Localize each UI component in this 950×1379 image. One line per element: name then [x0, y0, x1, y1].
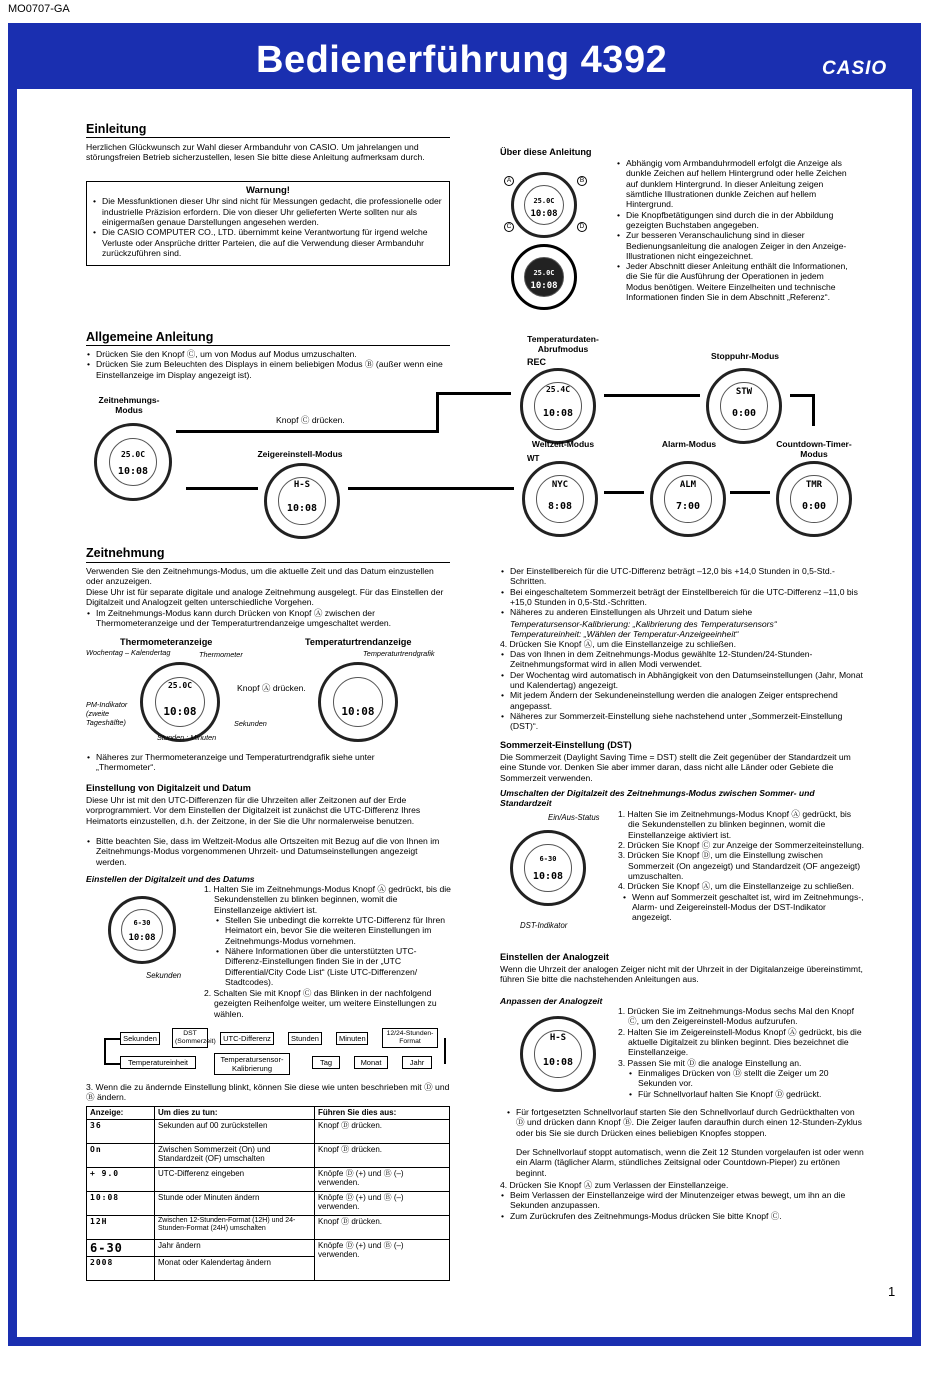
press-a-label: Knopf Ⓐ drücken.: [237, 683, 306, 693]
about-item: • Zur besseren Veranschaulichung sind in dieser Bedienungsanleitung die analogen Zeiger in den Anzeige-Illustrationen nicht eingezeichnet.: [616, 230, 848, 261]
set-sub-item: • Nähere Informationen über die unterstützten UTC-Differenz-Einstellungen finden Sie in der „UTC Differential/City Code List“ (Liste UTC-Differenzen/ Stadtcodes).: [215, 946, 451, 987]
set-step1: 1. Halten Sie im Zeitnehmungs-Modus Knopf Ⓐ gedrückt, bis die Sekundenstellen zu blinken beginnen, womit die Einstellanzeige aktiviert ist.: [204, 884, 451, 915]
watch-illustration-light: 25.0C 10:08: [511, 172, 577, 238]
dst-step: 2. Drücken Sie Knopf Ⓒ zur Anzeige der Sommerzeiteinstellung.: [618, 839, 864, 850]
button-d-icon: D: [577, 222, 587, 232]
analog-subheading: Anpassen der Analogzeit: [500, 996, 603, 1006]
table-cell-display: 10:08: [87, 1191, 155, 1215]
digital-heading: Einstellung von Digitalzeit und Datum: [86, 783, 251, 793]
mode-label-handsetting: Zeigereinstell-Modus: [257, 449, 343, 459]
flow-box: UTC-Differenz: [220, 1032, 274, 1045]
mode-label-temp-recall: Temperaturdaten-Abrufmodus: [527, 334, 599, 355]
watch-trend-display: 10:08: [318, 662, 398, 742]
table-cell: Monat oder Kalendertag ändern: [155, 1256, 315, 1280]
flow-connector: [444, 1038, 446, 1064]
flow-box: DST (Sommerzeit): [172, 1028, 208, 1048]
set-seconds-callout: Sekunden: [146, 971, 182, 980]
dst-text: Die Sommerzeit (Daylight Saving Time = DST) stellt die Zeit gegenüber der Standardzeit um eine Stunde vor. Denken Sie aber immer daran, dass nicht alle Länder oder Gebiete die Sommerzeit verwenden.: [500, 752, 851, 783]
table-header: Um dies zu tun:: [155, 1107, 315, 1120]
flow-arrow: [186, 487, 258, 490]
flow-box: Sekunden: [120, 1032, 160, 1045]
flow-connector: [104, 1063, 120, 1065]
timekeeping-intro: Verwenden Sie den Zeitnehmungs-Modus, um die aktuelle Zeit und das Datum einzustellen oder anzuzeigen.: [86, 566, 434, 587]
table-cell: Sekunden auf 00 zurückstellen: [155, 1119, 315, 1143]
set-heading: Einstellen der Digitalzeit und des Datums: [86, 874, 255, 884]
about-item: • Abhängig vom Armbanduhrmodell erfolgt die Anzeige als dunkle Zeichen auf hellem Hintergrund oder helle Zeichen auf dunklem Hintergrund. In dieser Anleitung zeigen sämtliche Illustrationen dunkle Zeichen auf hellem Hintergrund.: [616, 158, 848, 210]
document-code: MO0707-GA: [8, 3, 70, 15]
table-row: [87, 1239, 450, 1256]
thermo-display-label: Thermometeranzeige: [120, 637, 213, 647]
timekeeping-heading: Zeitnehmung: [86, 546, 165, 560]
dst-subheading: Umschalten der Digitalzeit des Zeitnehmungs-Modus zwischen Sommer- und Standardzeit: [500, 788, 815, 809]
press-c-label: Knopf Ⓒ drücken.: [276, 415, 345, 425]
general-list: [86, 349, 450, 380]
analog-sub-bullet: • Für Schnellvorlauf halten Sie Knopf Ⓓ gedrückt.: [628, 1089, 864, 1099]
fast-bullet: • Für fortgesetzten Schnellvorlauf starten Sie den Schnellvorlauf durch Gedrückthalten von Ⓓ und drücken dann Knopf Ⓑ. Die Zeiger laufen daraufhin durch einen 12-Stunden-Zyklus oder bis Sie sie durch Drücken eines beliebigen Knopfes stoppen.: [506, 1107, 864, 1138]
mode-label-worldtime: Weltzeit-Modus: [531, 439, 595, 449]
table-cell: Zwischen Sommerzeit (On) und Standardzeit (OF) umschalten: [155, 1143, 315, 1167]
mode-label-countdown: Countdown-Timer-Modus: [776, 439, 852, 460]
table-cell: Knöpfe Ⓓ (+) und Ⓑ (–) verwenden.: [315, 1191, 450, 1215]
page-number: 1: [888, 1284, 896, 1299]
general-heading: Allgemeine Anleitung: [86, 330, 214, 344]
flow-box: Minuten: [336, 1032, 368, 1045]
button-a-icon: A: [504, 176, 514, 186]
flow-box: 12/24-Stunden-Format: [382, 1028, 438, 1048]
watch-worldtime: NYC 8:08: [522, 461, 598, 537]
mode-label-timekeeping: Zeitnehmungs-Modus: [98, 395, 160, 416]
fast-text: Der Schnellvorlauf stoppt automatisch, wenn die Zeit 12 Stunden vorgelaufen ist oder wenn ein Alarm (täglicher Alarm, stündliches Zeitsignal oder Countdown-Pieper) zu ertönen beginnt.: [516, 1147, 864, 1178]
about-item: • Jeder Abschnitt dieser Anleitung enthält die Informationen, die Sie für die Ausführung der Operationen in jedem Modus benötigen. Weitere Einzelheiten und technische Informationen finden Sie in dem Abschnitt „Referenz“.: [616, 261, 848, 302]
flow-arrow: [176, 430, 438, 433]
intro-rule: [86, 137, 450, 138]
watch-temp-recall: 25.4C 10:08: [520, 368, 596, 444]
dst-step: 1. Halten Sie im Zeitnehmungs-Modus Knopf Ⓐ gedrückt, bis die Sekundenstellen zu blinken beginnen, womit die Einstellanzeige aktiviert ist.: [618, 809, 852, 840]
timekeeping-bullet: [86, 608, 450, 629]
final-bullets: [500, 1190, 864, 1221]
watch-dst: 6-30 10:08: [510, 830, 586, 906]
hours-minutes-callout: Stunden : Minuten: [157, 733, 217, 742]
after-step4-bullets: [500, 649, 864, 732]
watch-set-digital: 6-30 10:08: [108, 896, 176, 964]
watch-timekeeping: 25.0C 10:08: [94, 423, 172, 501]
timekeeping-rule: [86, 562, 450, 563]
button-b-icon: B: [577, 176, 587, 186]
flow-arrow: [436, 392, 439, 433]
timekeeping-note-item: • Näheres zur Thermometeranzeige und Temperaturtrendgrafik siehe unter „Thermometer“.: [86, 752, 416, 773]
watch-illustration-dark: 25.0C 10:08: [511, 244, 577, 310]
watch-handsetting: H-S 10:08: [264, 463, 340, 539]
step4b: 4. Drücken Sie Knopf Ⓐ zum Verlassen der Einstellanzeige.: [500, 1180, 729, 1190]
set-step2: 2. Schalten Sie mit Knopf Ⓒ das Blinken in der nachfolgend gezeigten Reihenfolge weiter, um weitere Einstellungen zu wählen.: [204, 988, 437, 1019]
intro-text: Herzlichen Glückwunsch zur Wahl dieser Armbanduhr von CASIO. Um jahrelangen und störungsfreien Betrieb sicherzustellen, lesen Sie bitte diese Anleitung aufmerksam durch.: [86, 142, 425, 163]
step3: 3. Wenn die zu ändernde Einstellung blinkt, können Sie diese wie unten beschrieben mit Ⓓ und Ⓑ ändern.: [86, 1082, 450, 1103]
utc-bullet: • Näheres zu anderen Einstellungen als Uhrzeit und Datum siehe: [500, 607, 864, 617]
timekeeping-bullet-item: • Im Zeitnehmungs-Modus kann durch Drücken von Knopf Ⓐ zwischen der Thermometeranzeige und der Temperaturtrendanzeige umgeschaltet werden.: [86, 608, 450, 629]
table-header: Führen Sie dies aus:: [315, 1107, 450, 1120]
flow-arrow: [604, 394, 700, 397]
rec-label: REC: [527, 357, 547, 367]
flow-box: Temperatureinheit: [120, 1056, 196, 1069]
watch-thermometer-display: 25.0C 10:08: [140, 662, 220, 742]
weekday-callout: Wochentag – Kalendertag: [86, 648, 171, 657]
trend-display-label: Temperaturtrendanzeige: [305, 637, 412, 647]
info-bullet: • Das von Ihnen in dem Zeitnehmungs-Modus gewählte 12-Stunden/24-Stunden-Zeitnehmungsformat wird in allen Modi verwendet.: [500, 649, 864, 670]
set-sub-item: • Stellen Sie unbedingt die korrekte UTC-Differenz für Ihren Heimatort ein, bevor Sie die weiteren Einstellungen im Zeitnehmungs-Modus vornehmen.: [215, 915, 451, 946]
watch-analog: H-S 10:08: [520, 1016, 596, 1092]
fast-forward-bullet: [506, 1107, 864, 1138]
table-row: [87, 1215, 450, 1239]
dst-status-callout: Ein/Aus-Status: [548, 813, 600, 822]
brand-logo: CASIO: [822, 58, 888, 79]
dst-bullet: • Wenn auf Sommerzeit geschaltet ist, wird im Zeitnehmungs-, Alarm- und Zeigereinstell-Modus der DST-Indikator angezeigt.: [622, 892, 864, 923]
flow-connector: [104, 1038, 106, 1064]
utc-bullets: [500, 566, 864, 618]
digital-text: Diese Uhr ist mit den UTC-Differenzen für die Uhrzeiten aller Zeitzonen auf der Erde vorprogrammiert. Vor dem Einstellen der Digitalzeit ist zunächst die UTC-Differenz Ihres Heimatorts einzustellen, d.h. der Zeitzone, in der Sie die Uhr normalerweise benutzen.: [86, 795, 421, 826]
final-bullet: • Beim Verlassen der Einstellanzeige wird der Minutenzeiger etwas bewegt, um ihn an die Sekunden anzupassen.: [500, 1190, 864, 1211]
settings-table: [86, 1106, 450, 1281]
analog-steps: [618, 1006, 864, 1099]
analog-text: Wenn die Uhrzeit der analogen Zeiger nicht mit der Uhrzeit in der Digitalanzeige übereinstimmt, führen Sie bitte die nachstehenden Anleitungen aus.: [500, 964, 863, 985]
flow-box: Jahr: [402, 1056, 432, 1069]
about-list: [616, 158, 848, 302]
analog-step: 1. Drücken Sie im Zeitnehmungs-Modus sechs Mal den Knopf Ⓒ, um den Zeigereinstell-Modus aufzurufen.: [618, 1006, 854, 1027]
watch-countdown: TMR 0:00: [776, 461, 852, 537]
dst-step: 4. Drücken Sie Knopf Ⓐ, um die Einstellanzeige zu schließen.: [618, 881, 854, 892]
table-cell-display: 6-30: [87, 1239, 155, 1256]
flow-arrow: [730, 491, 770, 494]
warning-title: Warnung!: [246, 185, 290, 196]
utc-bullet: • Bei eingeschaltetem Sommerzeit beträgt der Einstellbereich für die UTC-Differenz –11,0 bis +15,0 Stunden in 0,5-Std.-Schritten.: [500, 587, 864, 608]
flow-box: Tag: [312, 1056, 340, 1069]
flow-arrow: [790, 394, 814, 397]
general-item: • Drücken Sie den Knopf Ⓒ, um von Modus auf Modus umzuschalten.: [86, 349, 450, 359]
table-cell: Knöpfe Ⓓ (+) und Ⓑ (–) verwenden.: [315, 1239, 450, 1280]
table-cell: Knöpfe Ⓓ (+) und Ⓑ (–) verwenden.: [315, 1167, 450, 1191]
table-cell-display: + 9.0: [87, 1167, 155, 1191]
thermometer-callout: Thermometer: [199, 650, 243, 659]
flow-arrow: [812, 394, 815, 426]
trendgraph-callout: Temperaturtrendgrafik: [363, 649, 435, 658]
utc-bullet: • Der Einstellbereich für die UTC-Differenz beträgt –12,0 bis +14,0 Stunden in 0,5-Std.-Schritten.: [500, 566, 864, 587]
table-row: [87, 1119, 450, 1143]
set-sub-list: [215, 915, 451, 987]
analog-sub-bullet: • Einmaliges Drücken von Ⓓ stellt die Zeiger um 20 Sekunden vor.: [628, 1068, 864, 1089]
general-rule: [86, 345, 450, 346]
table-cell: Zwischen 12-Stunden-Format (12H) und 24-Stunden-Format (24H) umschalten: [155, 1215, 315, 1239]
table-row: [87, 1143, 450, 1167]
about-heading: Über diese Anleitung: [500, 147, 592, 157]
table-cell-display: 2008: [87, 1256, 155, 1280]
watch-stopwatch: STW 0:00: [706, 368, 782, 444]
flow-box: Monat: [354, 1056, 388, 1069]
table-cell: Stunde oder Minuten ändern: [155, 1191, 315, 1215]
table-cell-display: 36: [87, 1119, 155, 1143]
analog-step: 2. Halten Sie im Zeigereinstell-Modus Knopf Ⓐ gedrückt, bis die aktuelle Digitalzeit zu blinken beginnt. Dies bezeichnet die Einstellanzeige.: [618, 1026, 862, 1058]
flow-arrow: [436, 392, 511, 395]
digital-bullet: [86, 836, 450, 867]
info-bullet: • Näheres zur Sommerzeit-Einstellung siehe nachstehend unter „Sommerzeit-Einstellung (DST)“.: [500, 711, 864, 732]
mode-label-stopwatch: Stoppuhr-Modus: [711, 351, 779, 361]
step4: 4. Drücken Sie Knopf Ⓐ, um die Einstellanzeige zu schließen.: [500, 639, 736, 649]
intro-heading: Einleitung: [86, 122, 147, 136]
general-item: • Drücken Sie zum Beleuchten des Displays in einem beliebigen Modus Ⓑ (außer wenn eine Einstellanzeige im Display angezeigt ist).: [86, 359, 450, 380]
mode-label-alarm: Alarm-Modus: [661, 439, 717, 449]
table-cell-display: 12H: [87, 1215, 155, 1239]
table-header: Anzeige:: [87, 1107, 155, 1120]
table-cell: Knopf Ⓓ drücken.: [315, 1215, 450, 1239]
wt-label: WT: [527, 454, 540, 463]
seconds-callout: Sekunden: [234, 719, 267, 728]
page-title: Bedienerführung 4392: [256, 39, 668, 81]
table-row: [87, 1167, 450, 1191]
analog-step: 3. Passen Sie mit Ⓓ die analoge Einstellung an.: [618, 1057, 802, 1068]
dst-indicator-callout: DST-Indikator: [520, 921, 568, 930]
digital-bullet-item: • Bitte beachten Sie, dass im Weltzeit-Modus alle Ortszeiten mit Bezug auf die von Ihnen im Zeitnehmungs-Modus vorgenommenen Uhrzeit- und Datumseinstellungen angezeigt werden.: [86, 836, 450, 867]
watch-alarm: ALM 7:00: [650, 461, 726, 537]
warning-item: • Die Messfunktionen dieser Uhr sind nicht für Messungen gedacht, die professionelle oder industrielle Präzision erfordern. Die von dieser Uhr gelieferten Werte sollten nur als einigermaßen genaue Darstellungen angesehen werden.: [92, 196, 444, 227]
dst-step: 3. Drücken Sie Knopf Ⓓ, um die Einstellung zwischen Sommerzeit (On angezeigt) und Standardzeit (OF angezeigt) umzuschalten.: [618, 850, 861, 881]
flow-box: Stunden: [288, 1032, 322, 1045]
pm-callout: PM-Indikator (zweite Tageshälfte): [86, 700, 128, 727]
final-bullet: • Zum Zurückrufen des Zeitnehmungs-Modus drücken Sie bitte Knopf Ⓒ.: [500, 1211, 864, 1221]
button-c-icon: C: [504, 222, 514, 232]
dst-heading: Sommerzeit-Einstellung (DST): [500, 740, 632, 750]
ref-unit: Temperatureinheit: „Wählen der Temperatur-Anzeigeeinheit“: [510, 629, 739, 639]
table-cell: Knopf Ⓓ drücken.: [315, 1143, 450, 1167]
warning-item: • Die CASIO COMPUTER CO., LTD. übernimmt keine Verantwortung für irgend welche Verluste oder Ansprüche dritter Parteien, die auf die Verwendung dieser Armbanduhr zurückzuführen sind.: [92, 227, 444, 258]
flow-box: Temperatursensor-Kalibrierung: [214, 1053, 290, 1075]
table-cell: Knopf Ⓓ drücken.: [315, 1119, 450, 1143]
table-row: [87, 1191, 450, 1215]
timekeeping-note: [86, 752, 416, 773]
ref-calibration: Temperatursensor-Kalibrierung: „Kalibrierung des Temperatursensors“: [510, 619, 777, 629]
analog-heading: Einstellen der Analogzeit: [500, 952, 609, 962]
flow-connector: [104, 1038, 120, 1040]
timekeeping-intro2: Diese Uhr ist für separate digitale und analoge Zeitnehmung ausgelegt. Für das Einstellen der Digitalzeit und Analogzeit gelten unterschiedliche Vorgehen.: [86, 587, 444, 608]
info-bullet: • Mit jedem Ändern der Sekundeneinstellung werden die analogen Zeiger entsprechend angepasst.: [500, 690, 864, 711]
warning-box: [86, 181, 450, 266]
flow-arrow: [348, 487, 514, 490]
dst-steps: [618, 809, 864, 922]
flow-arrow: [604, 491, 644, 494]
table-cell: Jahr ändern: [155, 1239, 315, 1256]
table-cell: UTC-Differenz eingeben: [155, 1167, 315, 1191]
table-cell-display: On: [87, 1143, 155, 1167]
about-item: • Die Knopfbetätigungen sind durch die in der Abbildung gezeigten Buchstaben angegeben.: [616, 210, 848, 231]
info-bullet: • Der Wochentag wird automatisch in Abhängigkeit von den Datumseinstellungen (Jahr, Monat und Kalendertag) angezeigt.: [500, 670, 864, 691]
